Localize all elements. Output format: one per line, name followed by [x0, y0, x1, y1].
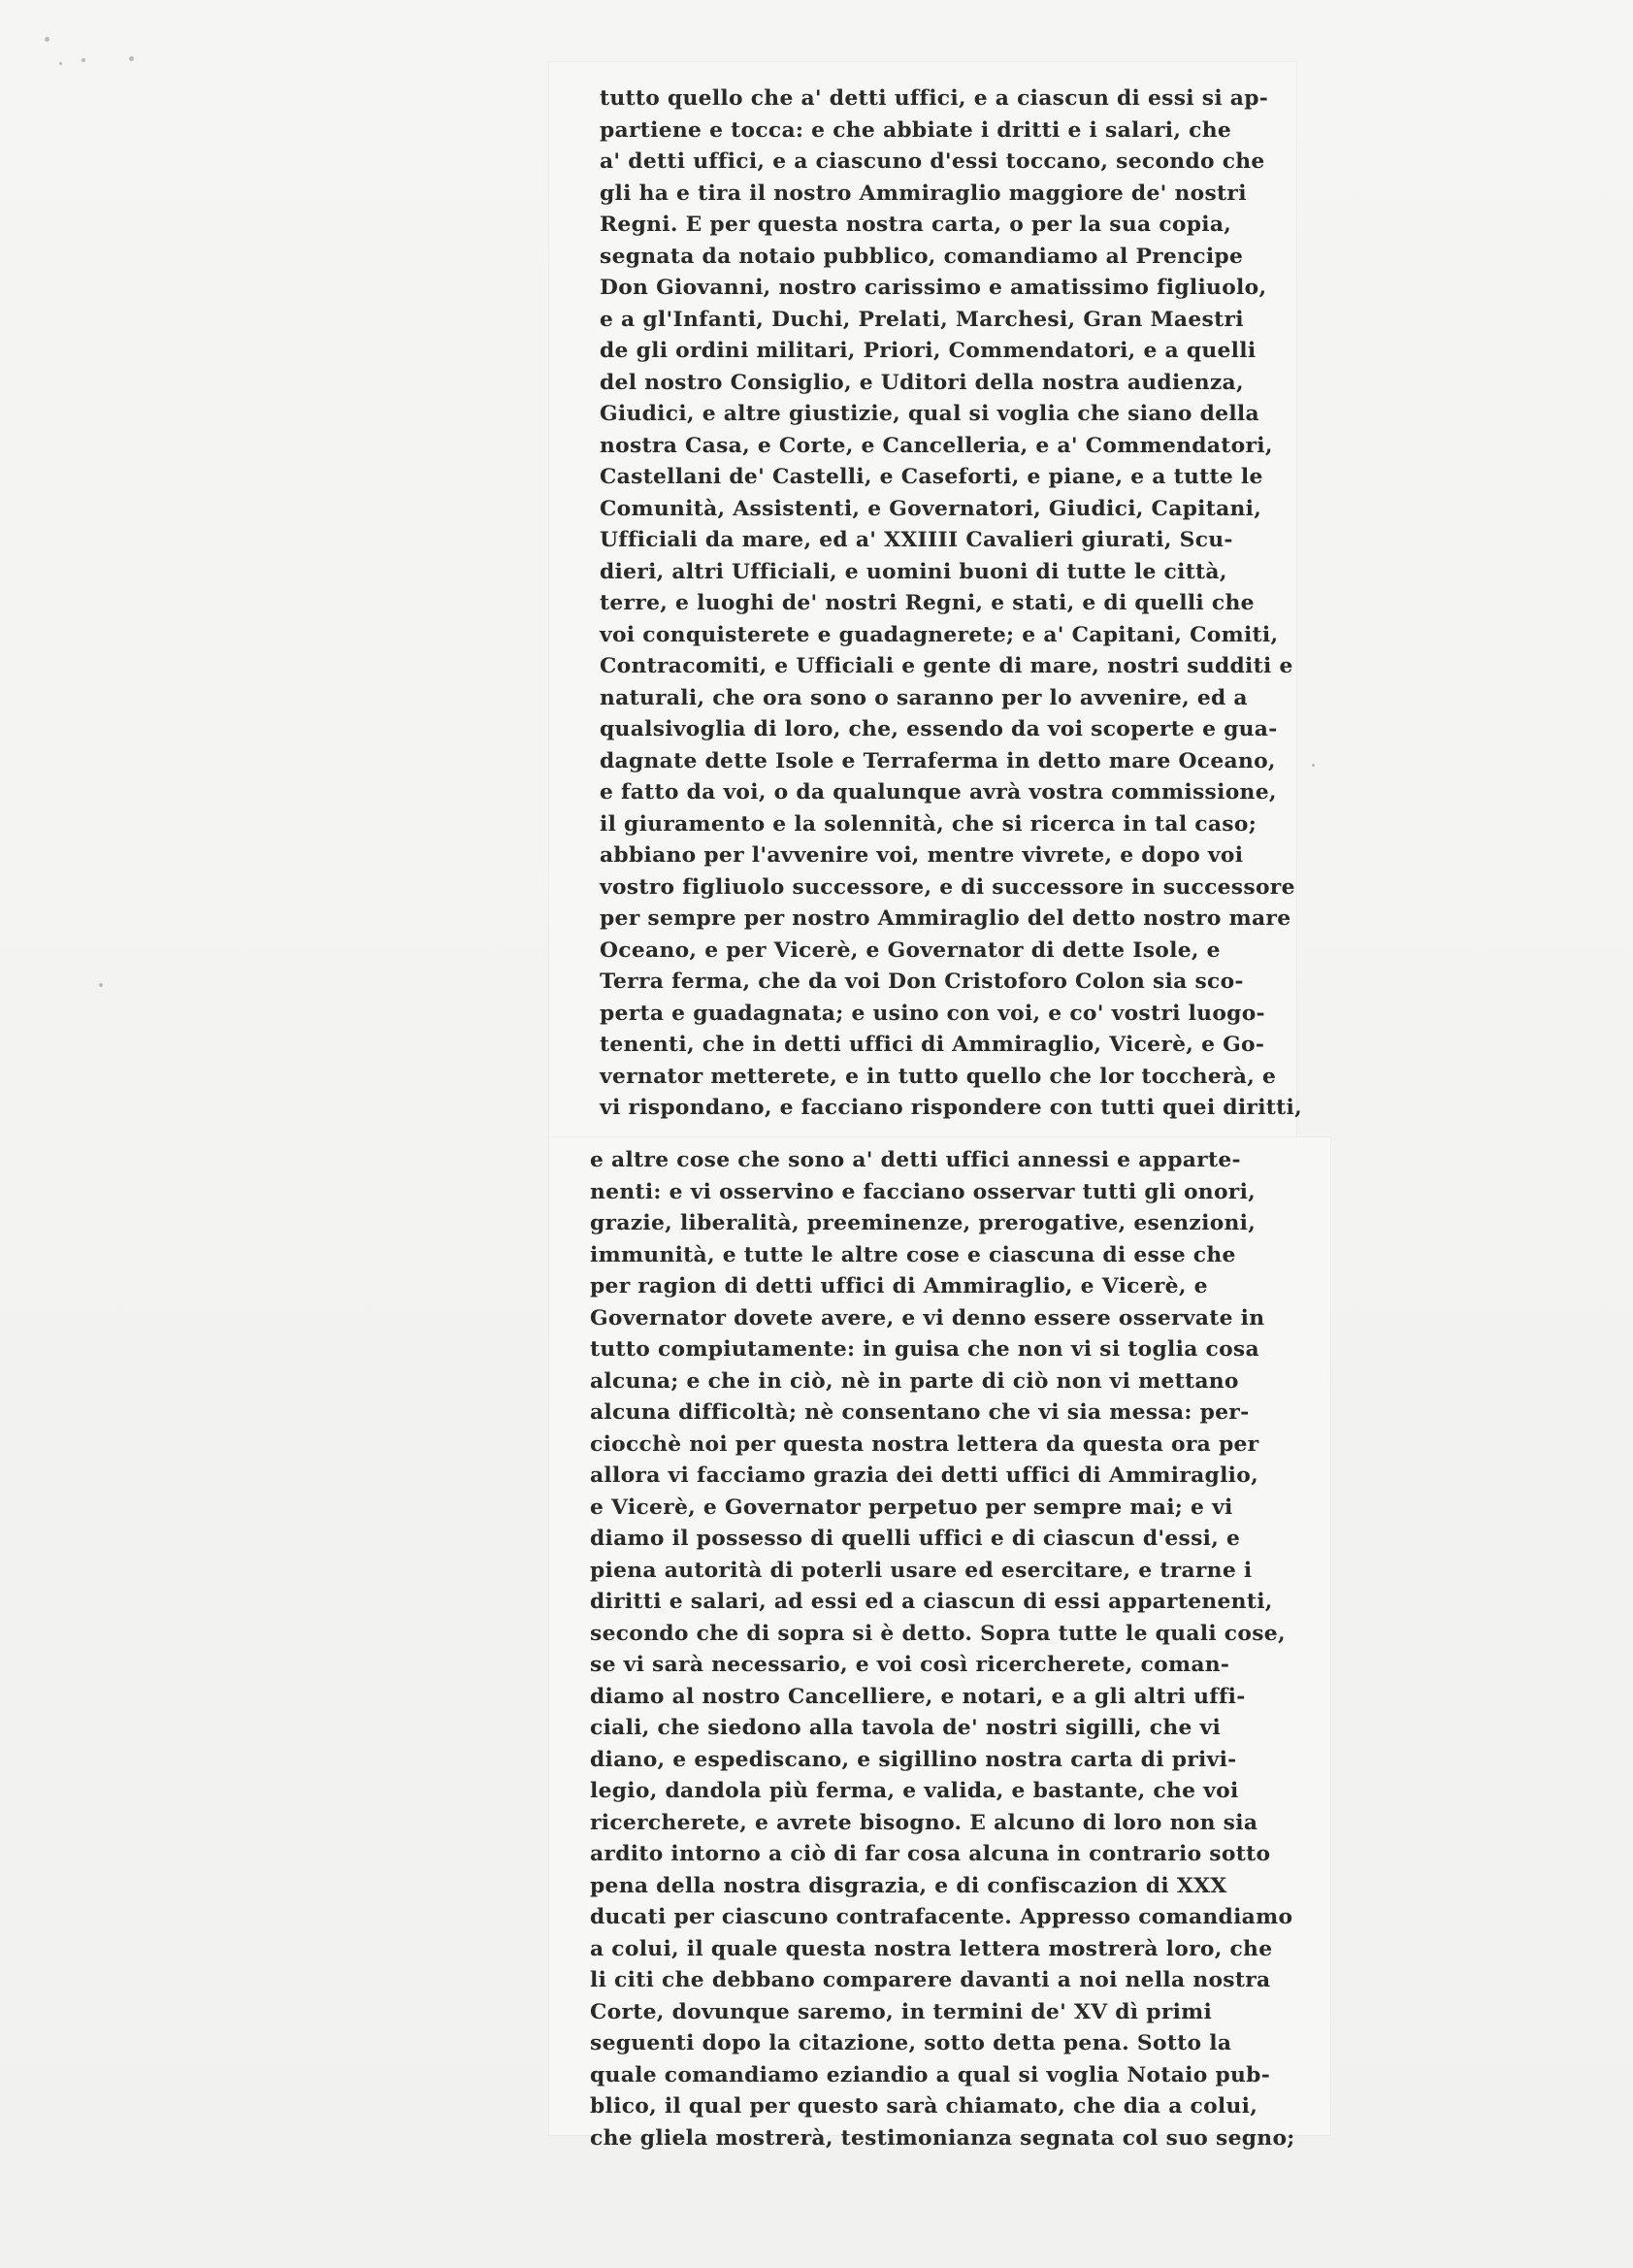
text-line: legio, dandola più ferma, e valida, e bastante, che voi [590, 1779, 1239, 1803]
text-line: qualsivoglia di loro, che, essendo da voi scoperte e gua- [600, 717, 1278, 741]
text-line: Contracomiti, e Ufficiali e gente di mare, nostri sudditi e [600, 654, 1293, 678]
text-line: tutto quello che a' detti uffici, e a ciascun di essi si ap- [600, 86, 1269, 111]
text-line: de gli ordini militari, Priori, Commendatori, e a quelli [600, 339, 1257, 363]
dust-speck [59, 62, 62, 65]
dust-speck [99, 983, 103, 987]
text-clipping-bottom [549, 1137, 1330, 2151]
text-line: e fatto da voi, o da qualunque avrà vostra commissione, [600, 780, 1277, 805]
text-line: grazie, liberalità, preeminenze, prerogative, esenzioni, [590, 1211, 1257, 1235]
text-line: e Vicerè, e Governator perpetuo per sempre mai; e vi [590, 1495, 1233, 1520]
text-line: Corte, dovunque saremo, in termini de' XV dì primi [590, 1999, 1213, 2024]
text-line: che gliela mostrerà, testimonianza segnata col suo segno; [590, 2125, 1295, 2151]
text-line: li citi che debbano comparere davanti a noi nella nostra [590, 1968, 1271, 1992]
text-line: secondo che di sopra si è detto. Sopra tutte le quali cose, [590, 1621, 1286, 1646]
text-line: diano, e espediscano, e sigillino nostra carta di privi- [590, 1747, 1237, 1772]
text-line: ducati per ciascuno contrafacente. Appresso comandiamo [590, 1905, 1293, 1929]
text-line: dagnate dette Isole e Terraferma in detto mare Oceano, [600, 748, 1276, 773]
text-block-bottom [590, 1145, 1295, 2154]
text-line: diamo al nostro Cancelliere, e notari, e a gli altri uffi- [590, 1684, 1246, 1709]
text-line: Castellani de' Castelli, e Caseforti, e piane, e a tutte le [600, 465, 1263, 489]
text-line: Terra ferma, che da voi Don Cristoforo Colon sia sco- [600, 970, 1244, 994]
text-line: segnata da notaio pubblico, comandiamo al Prencipe [600, 244, 1244, 269]
text-clipping-top [549, 62, 1302, 1137]
dust-speck [1312, 764, 1315, 767]
text-line: Comunità, Assistenti, e Governatori, Giudici, Capitani, [600, 496, 1262, 521]
text-line: Oceano, e per Vicerè, e Governator di dette Isole, e [600, 937, 1221, 963]
text-line: piena autorità di poterli usare ed esercitare, e trarne i [590, 1558, 1253, 1583]
text-line: quale comandiamo eziandio a qual si voglia Notaio pub- [590, 2062, 1271, 2087]
text-line: ciali, che siedono alla tavola de' nostri sigilli, che vi [590, 1716, 1222, 1740]
text-line: tutto compiutamente: in guisa che non vi si toglia cosa [590, 1337, 1259, 1362]
text-line: immunità, e tutte le altre cose e ciascuna di esse che [590, 1242, 1236, 1267]
text-line: gli ha e tira il nostro Ammiraglio maggiore de' nostri [600, 181, 1247, 206]
text-line: ardito intorno a ciò di far cosa alcuna in contrario sotto [590, 1842, 1271, 1866]
text-line: vernator metterete, e in tutto quello che lor toccherà, e [600, 1064, 1277, 1089]
text-line: vi rispondano, e facciano rispondere con tutti quei diritti, [600, 1096, 1302, 1120]
text-line: ricercherete, e avrete bisogno. E alcuno di loro non sia [590, 1810, 1258, 1835]
text-line: vostro figliuolo successore, e di successore in successore [600, 874, 1295, 900]
text-line: dieri, altri Ufficiali, e uomini buoni di tutte le città, [600, 559, 1227, 584]
text-line: allora vi facciamo grazia dei detti uffici di Ammiraglio, [590, 1463, 1258, 1488]
text-line: alcuna difficoltà; nè consentano che vi sia messa: per- [590, 1400, 1250, 1425]
text-line: blico, il qual per questo sarà chiamato, che dia a colui, [590, 2094, 1258, 2119]
text-line: per ragion di detti uffici di Ammiraglio, e Vicerè, e [590, 1274, 1208, 1298]
text-line: Don Giovanni, nostro carissimo e amatissimo figliuolo, [600, 276, 1267, 300]
dust-speck [129, 56, 134, 61]
text-block-top [600, 83, 1302, 1125]
text-line: seguenti dopo la citazione, sotto detta pena. Sotto la [590, 2031, 1232, 2055]
text-line: naturali, che ora sono o saranno per lo avvenire, ed a [600, 685, 1248, 710]
text-line: alcuna; e che in ciò, nè in parte di ciò non vi mettano [590, 1368, 1239, 1394]
text-line: perta e guadagnata; e usino con voi, e co' vostri luogo- [600, 1001, 1265, 1026]
text-line: diritti e salari, ad essi ed a ciascun di essi appartenenti, [590, 1590, 1273, 1614]
text-line: Governator dovete avere, e vi denno essere osservate in [590, 1305, 1265, 1331]
text-line: Regni. E per questa nostra carta, o per la sua copia, [600, 213, 1232, 237]
text-line: Ufficiali da mare, ed a' XXIIII Cavalieri giurati, Scu- [600, 528, 1233, 552]
text-line: partiene e tocca: e che abbiate i dritti e i salari, che [600, 117, 1232, 143]
text-line: e altre cose che sono a' detti uffici annessi e apparte- [590, 1148, 1241, 1172]
text-line: a' detti uffici, e a ciascuno d'essi toccano, secondo che [600, 149, 1265, 174]
text-line: nostra Casa, e Corte, e Cancelleria, e a' Commendatori, [600, 433, 1273, 458]
text-line: e a gl'Infanti, Duchi, Prelati, Marchesi, Gran Maestri [600, 307, 1244, 332]
text-line: per sempre per nostro Ammiraglio del detto nostro mare [600, 906, 1291, 931]
text-line: a colui, il quale questa nostra lettera mostrerà loro, che [590, 1936, 1273, 1961]
text-line: voi conquisterete e guadagnerete; e a' Capitani, Comiti, [600, 622, 1279, 647]
text-line: abbiano per l'avvenire voi, mentre vivrete, e dopo voi [600, 843, 1244, 868]
text-line: terre, e luoghi de' nostri Regni, e stati, e di quelli che [600, 591, 1255, 615]
text-line: se vi sarà necessario, e voi così ricercherete, coman- [590, 1653, 1230, 1677]
text-line: diamo il possesso di quelli uffici e di ciascun d'essi, e [590, 1527, 1241, 1551]
text-line: del nostro Consiglio, e Uditori della nostra audienza, [600, 370, 1244, 395]
dust-speck [82, 58, 85, 62]
text-line: ciocchè noi per questa nostra lettera da questa ora per [590, 1431, 1259, 1457]
text-line: nenti: e vi osservino e facciano osservar tutti gli onori, [590, 1179, 1257, 1204]
dust-speck [45, 37, 49, 42]
text-line: Giudici, e altre giustizie, qual si voglia che siano della [600, 402, 1259, 426]
text-line: il giuramento e la solennità, che si ricerca in tal caso; [600, 811, 1257, 837]
text-line: pena della nostra disgrazia, e di confiscazion di XXX [590, 1873, 1227, 1898]
text-line: tenenti, che in detti uffici di Ammiraglio, Vicerè, e Go- [600, 1033, 1265, 1057]
